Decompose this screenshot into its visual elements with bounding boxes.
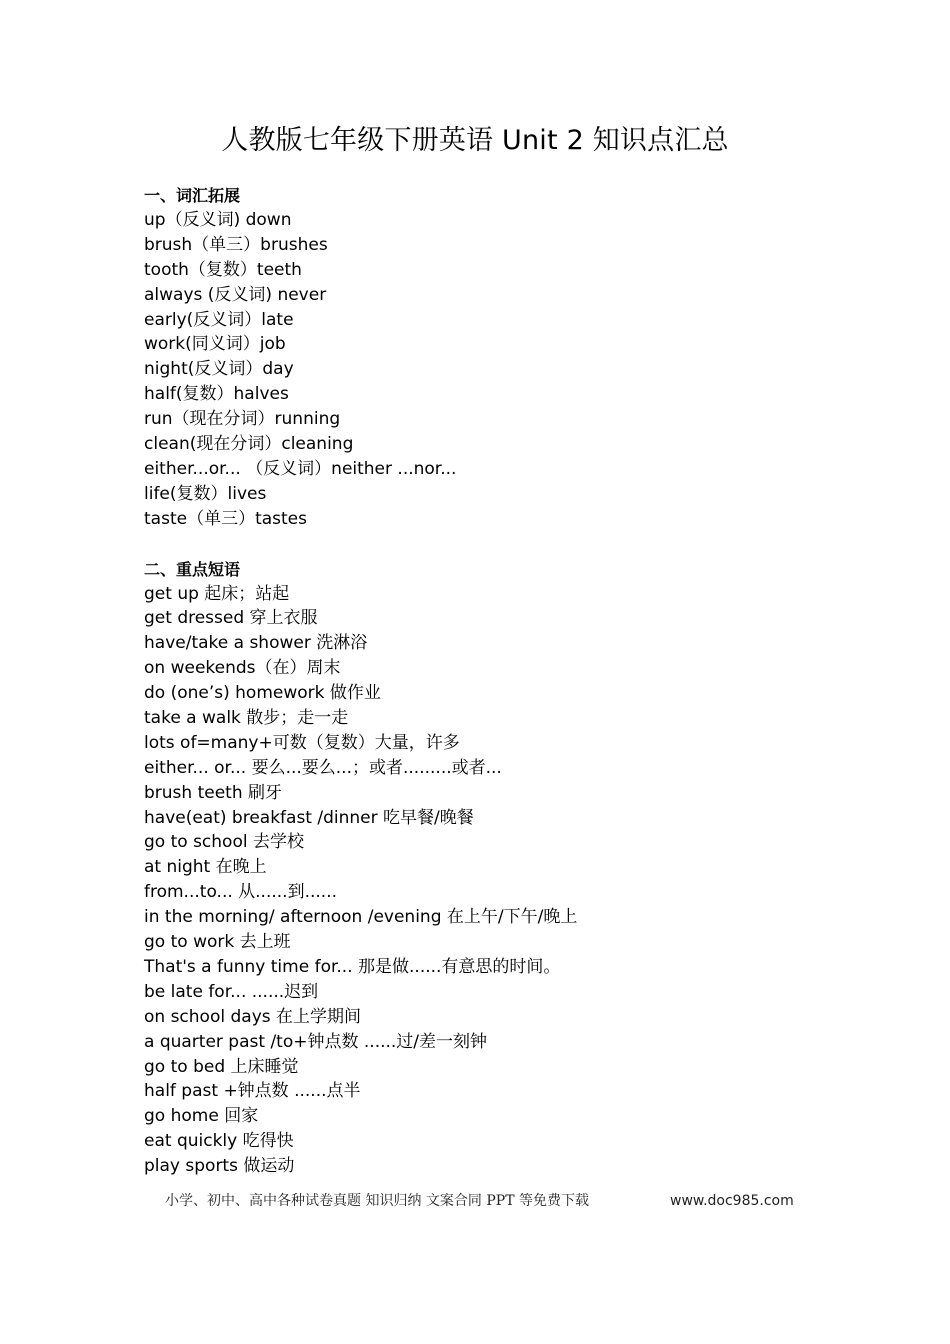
vocab-item: work(同义词）job [144,334,286,355]
phrase-item: get dressed 穿上衣服 [144,608,318,629]
section-heading-phrases: 二、重点短语 [144,559,241,579]
document-body [144,183,864,1179]
phrase-item: go home 回家 [144,1106,259,1127]
phrase-item: either... or... 要么...要么...；或者.........或者... [144,757,502,778]
phrase-item: go to bed 上床睡觉 [144,1056,299,1077]
phrase-item: on school days 在上学期间 [144,1006,362,1027]
vocab-item: life(复数）lives [144,483,267,504]
vocab-item: brush（单三）brushes [144,234,328,255]
phrase-item: take a walk 散步；走一走 [144,708,349,729]
phrase-item: lots of=many+可数（复数）大量，许多 [144,732,460,753]
phrase-item: go to work 去上班 [144,932,291,953]
footer-website-link[interactable]: www.doc985.com [670,1193,794,1209]
phrase-item: have/take a shower 洗淋浴 [144,633,368,654]
phrase-item: at night 在晚上 [144,857,267,878]
vocab-item: either...or... （反义词）neither ...nor... [144,458,457,479]
phrase-item: play sports 做运动 [144,1156,295,1177]
phrase-item: a quarter past /to+钟点数 ......过/差一刻钟 [144,1031,488,1052]
vocab-item: early(反义词）late [144,309,294,330]
phrase-item: on weekends（在）周末 [144,658,341,679]
phrase-item: from...to... 从......到...... [144,882,338,903]
page-footer [0,1191,950,1211]
section-heading-vocabulary: 一、词汇拓展 [144,186,241,205]
phrase-item: That's a funny time for... 那是做......有意思的时间。 [144,956,561,977]
phrase-item: be late for... ......迟到 [144,981,319,1002]
phrase-item: eat quickly 吃得快 [144,1131,294,1152]
phrase-item: half past +钟点数 ......点半 [144,1081,361,1102]
vocab-item: taste（单三）tastes [144,508,307,529]
phrase-item: go to school 去学校 [144,832,304,853]
vocab-item: night(反义词）day [144,359,294,380]
phrase-item: brush teeth 刷牙 [144,782,283,803]
page-title: 人教版七年级下册英语 Unit 2 知识点汇总 [221,125,729,156]
footer-download-notice: 小学、初中、高中各种试卷真题 知识归纳 文案合同 PPT 等免费下载 [165,1193,589,1209]
phrase-item: do (one’s) homework 做作业 [144,683,381,704]
phrase-item: get up 起床；站起 [144,583,290,604]
vocab-item: half(复数）halves [144,384,289,405]
vocab-item: run（现在分词）running [144,409,341,430]
vocab-item: up（反义词) down [144,210,292,230]
phrase-item: have(eat) breakfast /dinner 吃早餐/晚餐 [144,807,474,828]
vocab-item: clean(现在分词）cleaning [144,434,354,455]
phrase-item: in the morning/ afternoon /evening 在上午/下午/晚上 [144,907,578,928]
section-spacer [144,532,864,557]
vocab-item: always (反义词) never [144,284,327,305]
vocab-item: tooth（复数）teeth [144,259,302,280]
